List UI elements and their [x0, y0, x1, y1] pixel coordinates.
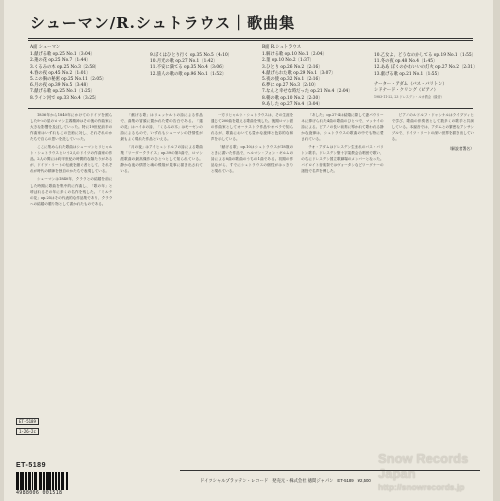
footer-label: ドイツシャルプラッテン・レコード: [200, 478, 269, 483]
recording-note: 1983-11-22, 23 ドレスデン・ルカ教会（録音）: [374, 95, 444, 100]
signature-note: （解説者署名）: [447, 146, 475, 152]
track-item: 11.冬の夜 op.48 No.4〔1:45〕: [374, 59, 438, 65]
footer-price: ¥2,500: [357, 478, 371, 483]
track-item: 1.献げる歌 op.25 No.1〔3:04〕: [30, 52, 95, 58]
barcode-bar: [22, 472, 23, 490]
watermark: [378, 451, 500, 492]
track-listing: [28, 45, 478, 107]
track-item: 10.乙女よ、どうなのかしてる op.19 No.1〔1:55〕: [374, 53, 476, 58]
notes-paragraph: 「あした」op.27-4は結婚に際して妻パウリーネに捧げられた4曲の歌曲のひとつで、マッケイの詩による。ピアノの長い前奏に導かれて歌われる静かな旋律は、シュトラウスの歌曲の中でも特に愛されている。: [301, 113, 384, 142]
track-item: 10.月光の歌 op.27 No.1〔1:42〕: [150, 59, 218, 65]
barcode-bar: [32, 472, 33, 490]
footer-distributor: 発売元・株式会社 徳間ジャパン: [272, 478, 334, 483]
track-item: 5.この胸の秘密 op.25 No.11〔2:05〕: [30, 77, 107, 83]
barcode-bar: [26, 472, 27, 490]
notes-paragraph: シューマンは1840年、クララとの結婚を前にした時期に歌曲を集中的に作曲し、「歌の年」と呼ばれるその年に多くの名作を残した。「ミルテの花」op.25はその代表的な作品集であり、クララへの結婚の贈り物として書かれたものである。: [30, 177, 113, 206]
track-item: 4.献げられた歌 op.29 No.1〔3:07〕: [262, 70, 336, 76]
notes-paragraph: ここに集められた歌曲はシューマンとリヒャルト・シュトラウスという2人のドイツの作曲家の作品。2人の間には約半世紀の時間的な隔たりがあるが、ドイツ・リートの伝統を継ぐ者として、それぞれが時代の精神を独自のかたちで表現している。: [30, 145, 113, 174]
track-item: 5.夜の使 op.32 No.1〔2:16〕: [262, 77, 323, 83]
notes-paragraph: ピアノのルドルフ・ドゥンケルはライプツィヒで学び、歌曲の伴奏者として数多くの歌手と共演している。本録音では、アダムとの緊密なアンサンブルで、ドイツ・リートの深い世界を描き出している。: [391, 113, 475, 142]
price-code-box: 1-26-2c: [16, 428, 39, 435]
page-title: シューマン/R.シュトラウス｜歌曲集: [30, 13, 296, 32]
track-item: 8.朝の歌 op.10 No.2〔2:30〕: [262, 95, 323, 101]
barcode-bar: [63, 472, 64, 490]
performers: [374, 82, 484, 94]
title-rule-top: [28, 38, 473, 39]
track-item: 6.月の夜 op.39 No.5〔3:48〕: [30, 83, 91, 89]
watermark-line-2: http://snowrecords.jp: [378, 482, 465, 492]
track-item: 7.なんと幸せな時だった op.21 No.4〔2:04〕: [262, 89, 353, 95]
barcode-bar: [44, 472, 45, 490]
notes-paragraph: 一方リヒャルト・シュトラウスは、その生涯を通じて200曲を超える歌曲を残した。後期ロマン派の作曲家としてオーケストラ作品やオペラで知られるが、歌曲においても豊かな旋律と色彩的な和声を示している。: [210, 113, 294, 142]
footer: [200, 478, 490, 484]
track-item: 12.ああ ぼくのかわいいの灯火 op.27 No.2〔2:31〕: [374, 65, 478, 71]
right-page-edge: [493, 0, 500, 501]
footer-rule: [180, 470, 480, 471]
notes-column-2: [120, 112, 202, 501]
track-item: 2.蓮の花 op.25 No.7〔1:44〕: [30, 58, 91, 64]
notes-column-5: [392, 112, 474, 501]
performer-piano: シドナード・クリング（ピアノ）: [374, 88, 439, 94]
notes-paragraph: 1836年から1840年にかけてのドイツを照らした9つの星のロマン主義精神はその後の作曲家に大きな影響を及ぼしていった。特に19世紀前半の作曲家はいずれもこの芸術に対し、それぞれのかたちで自らの思いを託していった。: [30, 113, 113, 142]
barcode-bar: [36, 472, 37, 490]
notes-column-3: [211, 112, 293, 501]
track-item: 9.あした op.27 No.4〔3:04〕: [262, 101, 323, 107]
side-b-header: B面 R.シュトラウス: [262, 45, 301, 50]
notes-column-4: [301, 112, 383, 501]
track-item: 6.夢に op.27 No.3〔2:10〕: [262, 83, 319, 89]
watermark-line-1: Snow Records Japan: [378, 451, 469, 481]
barcode: [16, 472, 68, 490]
track-item: 9.ぼくはひとり行く op.35 No.5〔4:10〕: [150, 53, 232, 58]
notes-paragraph: テオ・アダムはドレスデン生まれのバス・バリトン歌手。ドレスデン聖十字架教会合唱団で歌い、のちにドレスデン国立歌劇場のメンバーとなった。バイロイト音楽祭ではヴォータンなどワーグナーの諸役で名声を博した。: [301, 145, 384, 174]
notes-paragraph: 「月の夜」はアイヒェンドルフの詩による歌曲集「リーダークライス」op.39の第5曲で、ロマン派歌曲の最高傑作のひとつとして知られている。静かな夜の情景と魂の飛翔が見事に描き出されている。: [120, 145, 203, 174]
track-item: 3.くるみの木 op.25 No.3〔2:58〕: [30, 64, 100, 70]
notes-paragraph: 「献げる歌」op.10はシュトラウスが18歳のときに書いた作品で、ヘルマン・フォン・ギルムの詩による8曲の歌曲のうちの1曲である。初期の作品ながら、すでにシュトラウスの個性がはっきりと現れている。: [210, 145, 294, 174]
track-item: 4.春の夜 op.45 No.2〔1:01〕: [30, 70, 91, 76]
section-rule: [28, 108, 473, 109]
title-rule-bottom: [28, 40, 473, 41]
side-b-list-2: [374, 53, 484, 100]
side-b-list-1: [262, 45, 372, 108]
notes-column-1: [30, 112, 112, 501]
track-item: 2.菫 op.10 No.2〔1:37〕: [262, 58, 314, 64]
track-item: 1.解ける歌 op.10 No.1〔2:04〕: [262, 52, 327, 58]
track-item: 13.献げる歌 op.21 No.1〔1:55〕: [374, 71, 442, 77]
side-a-list-1: [30, 45, 148, 102]
side-a-header: A面 シューマン: [30, 45, 61, 50]
catalog-box: ET-5189: [16, 418, 39, 425]
catalog-number: ET-5189: [16, 462, 46, 469]
barcode-bar: [30, 472, 31, 490]
left-page-edge: [0, 0, 4, 501]
track-item: 11.不安に満てる op.35 No.4〔3:06〕: [150, 65, 227, 71]
track-item: 12.旅人の歌の歌 op.96 No.1〔1:52〕: [150, 71, 227, 77]
title-row: [30, 8, 470, 36]
track-item: 3.ひとり op.26 No.2〔2:16〕: [262, 64, 323, 70]
footer-code: ET-5189: [337, 478, 354, 483]
barcode-number: 4988006 001518: [16, 490, 63, 496]
side-a-list-2: [150, 53, 260, 78]
notes-paragraph: 「献げる歌」はリュッケルトの詩による作品で、曲集の冒頭に置かれた愛の告白である。「蓮の花」はハイネの詩、「くるみの木」はモーゼンの詩によるもので、いずれもシューマンの抒情性が最もよく現れた作品といえる。: [120, 113, 203, 142]
performer-vocal: ナーター・アダム（バス・バリトン）: [374, 81, 447, 87]
track-item: 8.ライン河で op.33 No.4〔3:25〕: [30, 95, 99, 101]
barcode-bar: [41, 472, 42, 490]
liner-notes-body: [30, 112, 474, 501]
barcode-bar: [18, 472, 19, 490]
track-item: 7.献げる歌 op.25 No.1〔1:25〕: [30, 89, 95, 95]
barcode-bar: [49, 472, 50, 490]
